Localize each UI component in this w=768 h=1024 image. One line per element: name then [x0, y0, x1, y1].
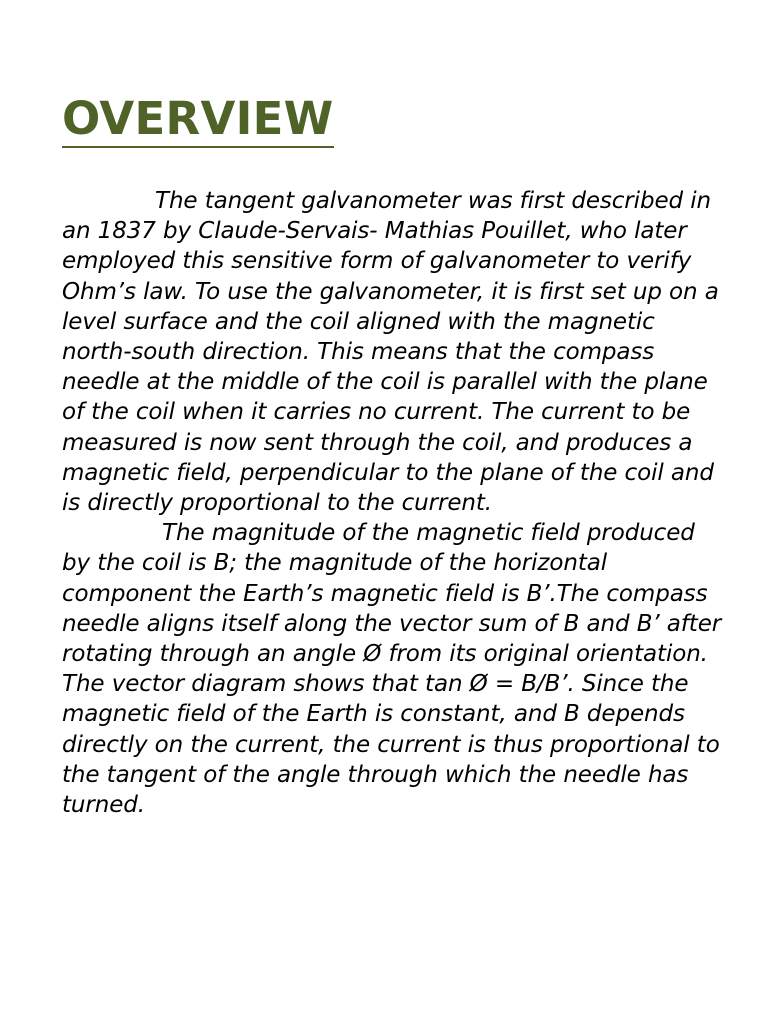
paragraph-2: The magnitude of the magnetic field produced by the coil is B; the magnitude of the horizontal component the Earth’s magnetic field is B’.The compass needle aligns itself along the vector sum of B and B’ after rotating through an angle Ø from its original orientation. The vector diagram shows that tan Ø = B/B’. Since the magnetic field of the Earth is constant, and B depends directly on the current, the current is thus proportional to the tangent of the angle through which the needle has turned.	[62, 520, 722, 819]
paragraph-1: The tangent galvanometer was first described in an 1837 by Claude-Servais- Mathias Pouillet, who later employed this sensitive form of galvanometer to verify Ohm’s law. To use the galvanometer, it is first set up on a level surface and the coil aligned with the magnetic north-south direction. This means that the compass needle at the middle of the coil is parallel with the plane of the coil when it carries no current. The current to be measured is now sent through the coil, and produces a magnetic field, perpendicular to the plane of the coil and is directly proportional to the current.	[62, 188, 719, 517]
document-page	[62, 92, 722, 820]
overview-heading: OVERVIEW	[62, 92, 334, 148]
